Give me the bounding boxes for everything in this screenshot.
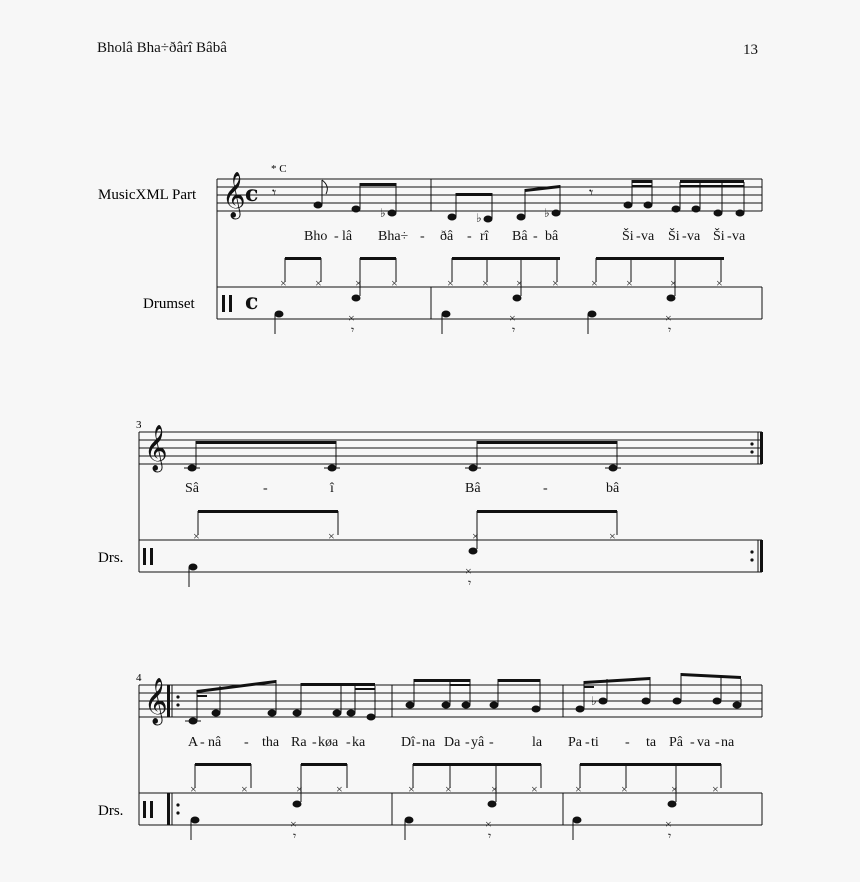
- part-name-melody: MusicXML Part: [98, 187, 197, 203]
- svg-text:×: ×: [531, 782, 538, 796]
- part-name-drums: Drumset: [143, 296, 195, 312]
- svg-text:-: -: [625, 735, 630, 750]
- svg-text:na: na: [422, 735, 436, 750]
- svg-text:-: -: [420, 229, 425, 244]
- svg-text:𝄾: 𝄾: [293, 829, 297, 843]
- percussion-clef-icon: [222, 295, 232, 312]
- svg-text:×: ×: [290, 817, 297, 831]
- svg-text:×: ×: [609, 529, 616, 543]
- page-title: Bholâ Bha÷ðârî Bâbâ: [97, 40, 227, 56]
- svg-text:♭: ♭: [380, 206, 386, 220]
- svg-text:rî: rî: [480, 229, 489, 244]
- svg-text:×: ×: [408, 782, 415, 796]
- svg-text:Ši: Ši: [713, 229, 725, 244]
- svg-text:-: -: [467, 229, 472, 244]
- svg-text:-: -: [489, 735, 494, 750]
- svg-text:×: ×: [447, 276, 454, 290]
- svg-text:Da: Da: [444, 735, 461, 750]
- svg-text:yâ: yâ: [471, 735, 485, 750]
- svg-text:Ra: Ra: [291, 735, 307, 750]
- svg-text:×: ×: [665, 311, 672, 325]
- svg-text:Bha÷: Bha÷: [378, 229, 409, 244]
- svg-text:Sâ: Sâ: [185, 481, 199, 496]
- svg-text:la: la: [532, 735, 543, 750]
- eighth-rest-icon: 𝄾: [589, 185, 594, 202]
- svg-text:×: ×: [280, 276, 287, 290]
- svg-text:𝄾: 𝄾: [468, 576, 472, 590]
- treble-clef-icon: 𝄞: [144, 425, 168, 471]
- svg-text:A: A: [188, 735, 199, 750]
- svg-text:-: -: [727, 229, 732, 244]
- part-name-drums-short: Drs.: [98, 803, 124, 819]
- svg-text:×: ×: [241, 782, 248, 796]
- svg-text:-: -: [715, 735, 720, 750]
- svg-text:Pâ: Pâ: [669, 735, 683, 750]
- measure-number: 3: [136, 419, 142, 431]
- svg-text:×: ×: [190, 782, 197, 796]
- system-3-melody-notes: [185, 673, 741, 724]
- lyrics-system-3: [188, 735, 735, 750]
- page-number: 13: [743, 42, 758, 58]
- svg-text:tha: tha: [262, 735, 280, 750]
- system-2-drum-staff: [139, 540, 762, 572]
- svg-text:-: -: [690, 735, 695, 750]
- svg-text:lâ: lâ: [342, 229, 353, 244]
- system-2-melody-staff: [139, 432, 762, 464]
- svg-text:×: ×: [626, 276, 633, 290]
- svg-text:×: ×: [509, 311, 516, 325]
- svg-text:♭: ♭: [591, 694, 597, 708]
- svg-text:×: ×: [336, 782, 343, 796]
- svg-text:×: ×: [575, 782, 582, 796]
- svg-text:-: -: [465, 735, 470, 750]
- svg-text:×: ×: [355, 276, 362, 290]
- svg-text:×: ×: [712, 782, 719, 796]
- svg-text:𝄾: 𝄾: [488, 829, 492, 843]
- lyrics-system-2: [185, 481, 620, 496]
- system-1-drum-notes: [275, 257, 724, 337]
- system-3-drum-notes: [190, 763, 721, 843]
- lyrics-system-1: [304, 227, 746, 244]
- svg-text:va: va: [687, 229, 701, 244]
- svg-text:×: ×: [465, 564, 472, 578]
- svg-text:×: ×: [472, 529, 479, 543]
- svg-text:Bâ: Bâ: [512, 229, 528, 244]
- svg-text:na: na: [721, 735, 735, 750]
- svg-text:×: ×: [665, 817, 672, 831]
- svg-text:×: ×: [193, 529, 200, 543]
- svg-text:Ši: Ši: [668, 229, 680, 244]
- svg-text:-: -: [636, 229, 641, 244]
- common-time-icon: c: [245, 289, 259, 315]
- svg-text:-: -: [543, 481, 548, 496]
- svg-text:×: ×: [621, 782, 628, 796]
- svg-text:-: -: [263, 481, 268, 496]
- svg-text:×: ×: [491, 782, 498, 796]
- svg-text:køa: køa: [318, 735, 339, 750]
- svg-text:×: ×: [516, 276, 523, 290]
- treble-clef-icon: 𝄞: [222, 172, 246, 218]
- svg-text:♭: ♭: [544, 206, 550, 220]
- svg-text:va: va: [732, 229, 746, 244]
- svg-text:𝄾: 𝄾: [512, 323, 516, 337]
- svg-text:×: ×: [485, 817, 492, 831]
- svg-text:-: -: [416, 735, 421, 750]
- svg-text:Bho: Bho: [304, 229, 328, 244]
- svg-text:bâ: bâ: [606, 481, 620, 496]
- part-name-drums-short: Drs.: [98, 550, 124, 566]
- svg-text:𝄾: 𝄾: [668, 323, 672, 337]
- common-time-icon: c: [245, 181, 259, 207]
- svg-text:×: ×: [716, 276, 723, 290]
- svg-text:-: -: [200, 735, 205, 750]
- svg-text:ti: ti: [591, 735, 599, 750]
- treble-clef-icon: 𝄞: [144, 678, 168, 724]
- final-barline: [760, 540, 763, 572]
- svg-text:Pa: Pa: [568, 735, 582, 750]
- svg-text:×: ×: [348, 311, 355, 325]
- svg-text:×: ×: [296, 782, 303, 796]
- svg-text:-: -: [346, 735, 351, 750]
- svg-text:♭: ♭: [476, 211, 482, 225]
- svg-text:-: -: [334, 229, 339, 244]
- svg-text:Bâ: Bâ: [465, 481, 481, 496]
- svg-text:Ši: Ši: [622, 229, 634, 244]
- svg-text:ka: ka: [352, 735, 366, 750]
- svg-text:-: -: [312, 735, 317, 750]
- svg-text:î: î: [330, 481, 334, 496]
- percussion-clef-icon: [143, 548, 153, 565]
- repeat-start-barline: [167, 793, 170, 825]
- svg-text:𝄾: 𝄾: [668, 829, 672, 843]
- svg-text:-: -: [244, 735, 249, 750]
- svg-text:Dî: Dî: [401, 735, 415, 750]
- rehearsal-mark: * C: [271, 163, 287, 175]
- system-2-drum-notes: [189, 510, 617, 590]
- svg-text:×: ×: [670, 276, 677, 290]
- system-1-drum-staff: [217, 287, 762, 319]
- svg-text:×: ×: [445, 782, 452, 796]
- svg-text:×: ×: [482, 276, 489, 290]
- svg-text:×: ×: [315, 276, 322, 290]
- svg-text:×: ×: [391, 276, 398, 290]
- svg-text:×: ×: [328, 529, 335, 543]
- eighth-rest-icon: 𝄾: [272, 185, 277, 202]
- svg-text:-: -: [682, 229, 687, 244]
- svg-text:𝄾: 𝄾: [351, 323, 355, 337]
- svg-text:nâ: nâ: [208, 735, 222, 750]
- final-barline: [760, 432, 763, 464]
- svg-text:-: -: [533, 229, 538, 244]
- percussion-clef-icon: [143, 801, 153, 818]
- svg-text:va: va: [641, 229, 655, 244]
- svg-text:ðâ: ðâ: [440, 229, 454, 244]
- svg-text:ta: ta: [646, 735, 657, 750]
- svg-text:bâ: bâ: [545, 229, 559, 244]
- svg-text:×: ×: [552, 276, 559, 290]
- measure-number: 4: [136, 672, 142, 684]
- svg-text:va: va: [697, 735, 711, 750]
- svg-text:×: ×: [671, 782, 678, 796]
- svg-text:-: -: [585, 735, 590, 750]
- svg-text:×: ×: [591, 276, 598, 290]
